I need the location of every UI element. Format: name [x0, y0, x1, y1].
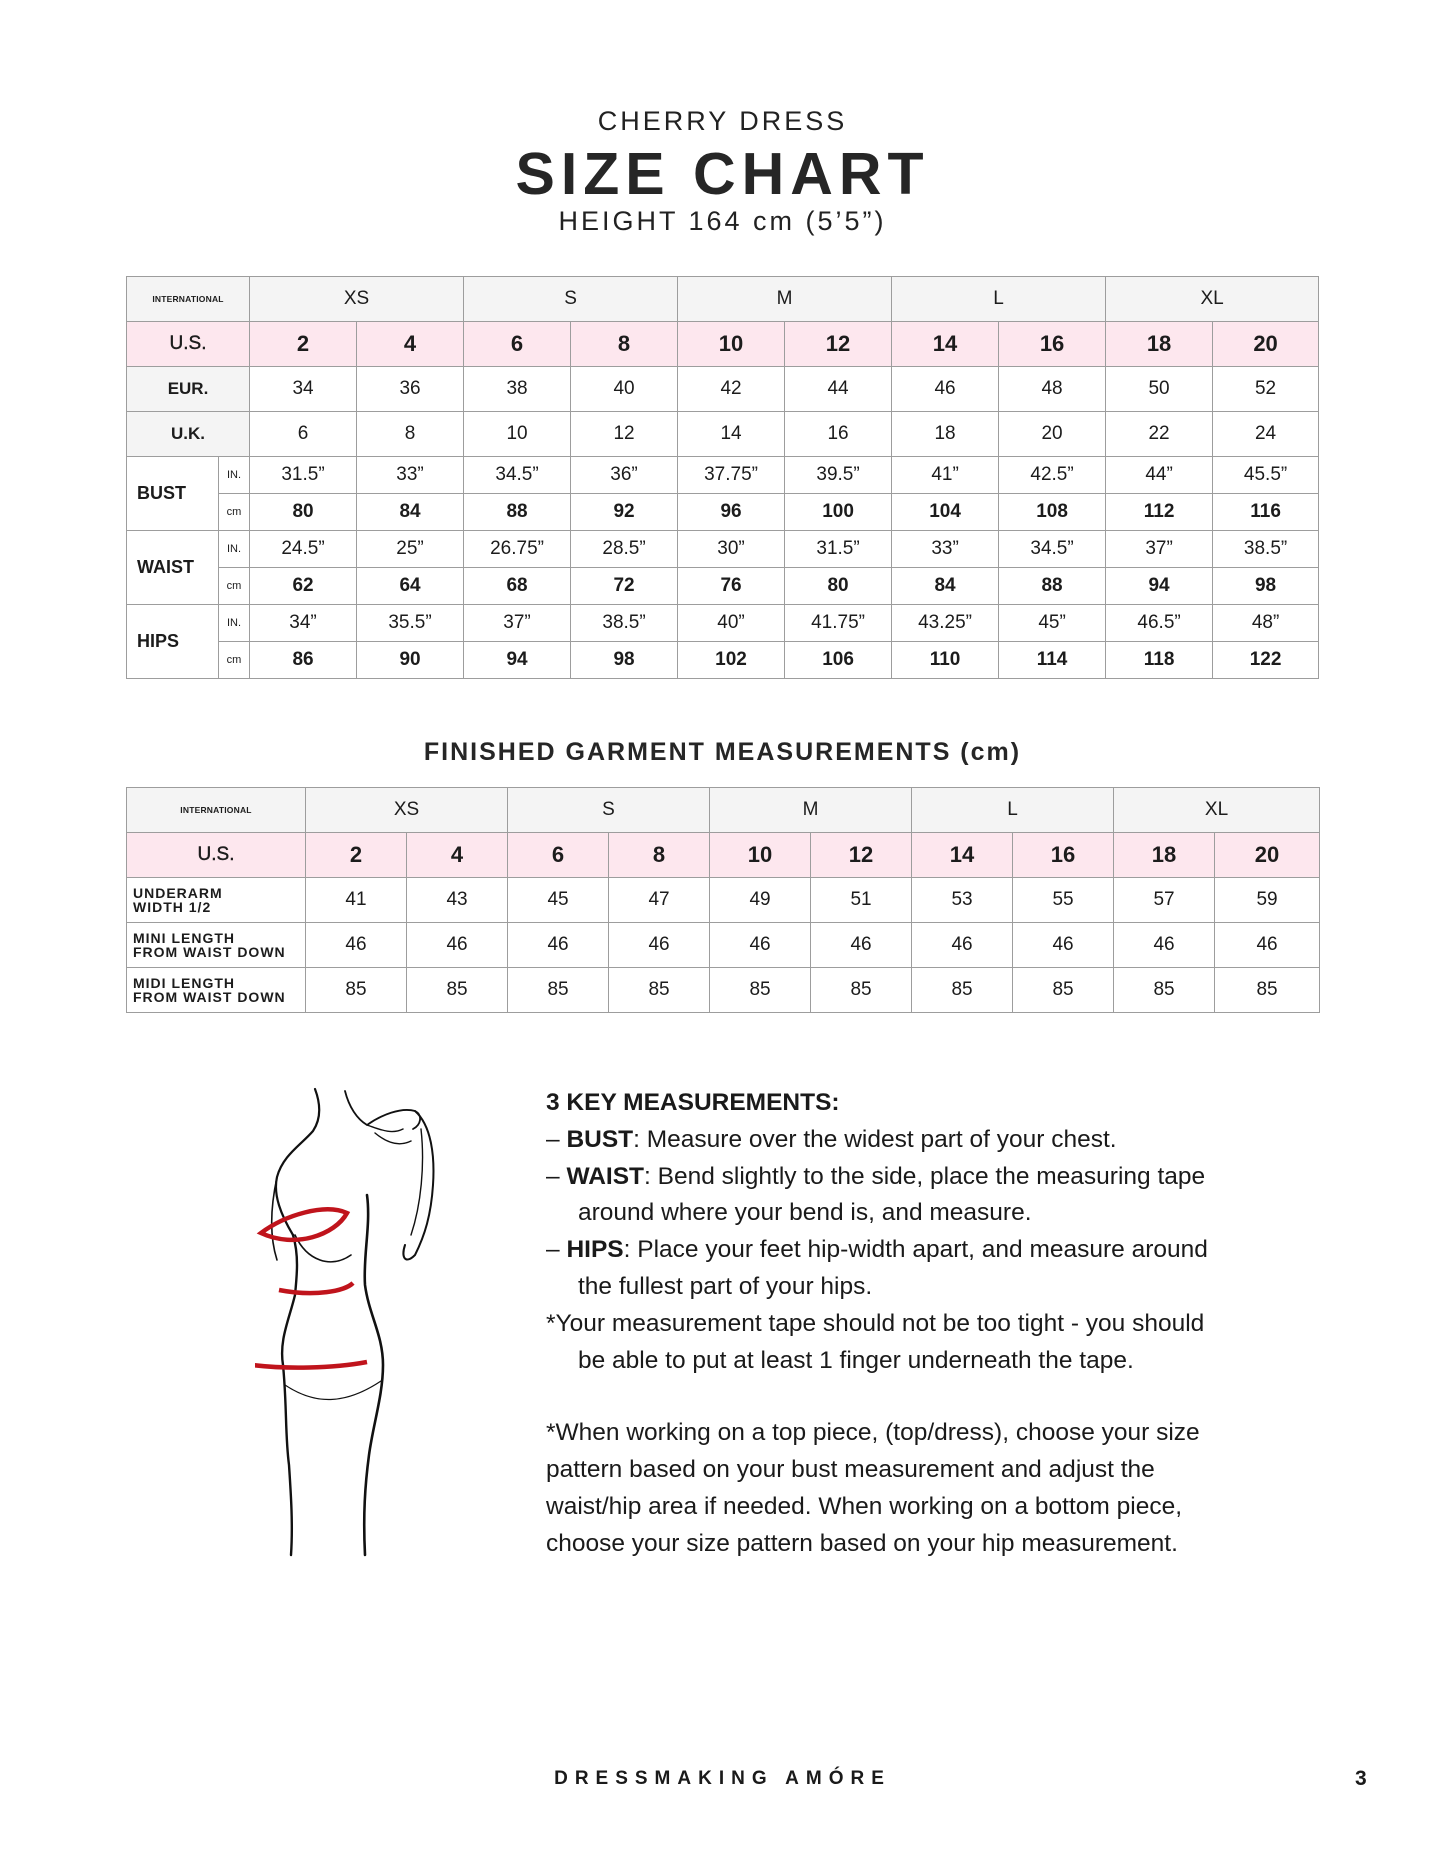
bust-inches: 33” — [357, 457, 464, 494]
subtitle: CHERRY DRESS — [597, 106, 848, 136]
eur-size: 42 — [678, 367, 785, 412]
underarm-row — [127, 878, 1320, 923]
group-l: L — [912, 788, 1114, 833]
midi-length-value: 85 — [609, 968, 710, 1013]
hips-inches: 37” — [464, 605, 571, 642]
bust-cm: 84 — [357, 494, 464, 531]
label-line: MINI LENGTH — [133, 930, 235, 946]
hips-inches: 45” — [999, 605, 1106, 642]
us-label: U.S. — [127, 322, 250, 367]
bust-inches-row — [127, 457, 1319, 494]
uk-size: 18 — [892, 412, 999, 457]
bust-instruction: – BUST: Measure over the widest part of your chest. — [546, 1125, 1117, 1153]
us-size: 2 — [250, 322, 357, 367]
waist-cm: 64 — [357, 568, 464, 605]
mini-length-value: 46 — [508, 923, 609, 968]
us-size: 2 — [306, 833, 407, 878]
waist-inches: 25” — [357, 531, 464, 568]
waist-instruction-text: : Bend slightly to the side, place the measuring tape — [644, 1162, 1206, 1190]
bust-inches: 39.5” — [785, 457, 892, 494]
hips-inches: 43.25” — [892, 605, 999, 642]
eur-size: 46 — [892, 367, 999, 412]
group-xs: XS — [306, 788, 508, 833]
us-size: 4 — [357, 322, 464, 367]
uk-size: 24 — [1213, 412, 1319, 457]
inches-unit: IN. — [219, 531, 250, 568]
underarm-value: 57 — [1114, 878, 1215, 923]
midi-length-row — [127, 968, 1320, 1013]
hips-instruction: – HIPS: Place your feet hip-width apart, and measure around — [546, 1236, 1208, 1264]
bust-inches: 45.5” — [1213, 457, 1319, 494]
waist-inches: 31.5” — [785, 531, 892, 568]
page-number: 3 — [1355, 1767, 1367, 1790]
international-row — [127, 277, 1319, 322]
us-size: 10 — [710, 833, 811, 878]
bust-inches: 44” — [1106, 457, 1213, 494]
waist-tape — [279, 1283, 353, 1293]
us-size: 20 — [1215, 833, 1320, 878]
pattern-note-line: waist/hip area if needed. When working on a bottom piece, — [546, 1492, 1183, 1520]
hips-cm: 110 — [892, 642, 999, 679]
bust-instruction-text: : Measure over the widest part of your chest. — [633, 1125, 1117, 1153]
us-size: 12 — [811, 833, 912, 878]
waist-inches: 33” — [892, 531, 999, 568]
mini-length-value: 46 — [1215, 923, 1320, 968]
eur-size: 52 — [1213, 367, 1319, 412]
underarm-value: 51 — [811, 878, 912, 923]
cm-unit: cm — [219, 642, 250, 679]
body-outline — [364, 1195, 383, 1555]
label-line: WIDTH 1/2 — [133, 899, 212, 915]
midi-length-value: 85 — [306, 968, 407, 1013]
us-label: U.S. — [127, 833, 306, 878]
group-s: S — [508, 788, 710, 833]
eur-size: 48 — [999, 367, 1106, 412]
eur-size-row — [127, 367, 1319, 412]
hips-inches: 48” — [1213, 605, 1319, 642]
us-size: 18 — [1114, 833, 1215, 878]
waist-instruction-label: WAIST — [566, 1162, 645, 1190]
underarm-value: 59 — [1215, 878, 1320, 923]
label-line: FROM WAIST DOWN — [133, 989, 286, 1005]
garment-measurements-table — [126, 787, 1320, 1013]
body-outline — [285, 1381, 381, 1400]
uk-size: 16 — [785, 412, 892, 457]
us-size-row — [127, 833, 1320, 878]
waist-inches: 34.5” — [999, 531, 1106, 568]
uk-label: U.K. — [127, 412, 250, 457]
pattern-note-line: pattern based on your bust measurement and adjust the — [546, 1456, 1155, 1484]
international-row — [127, 788, 1320, 833]
bust-cm: 116 — [1213, 494, 1319, 531]
waist-cm: 68 — [464, 568, 571, 605]
waist-cm: 84 — [892, 568, 999, 605]
waist-inches: 37” — [1106, 531, 1213, 568]
uk-size: 20 — [999, 412, 1106, 457]
inches-unit: IN. — [219, 605, 250, 642]
hips-instruction-cont: the fullest part of your hips. — [578, 1272, 873, 1300]
underarm-value: 43 — [407, 878, 508, 923]
pattern-note-line: *When working on a top piece, (top/dress), choose your size — [546, 1419, 1200, 1447]
bust-cm-row — [127, 494, 1319, 531]
underarm-label — [127, 878, 306, 923]
mini-length-value: 46 — [1013, 923, 1114, 968]
hips-inches: 35.5” — [357, 605, 464, 642]
underarm-value: 47 — [609, 878, 710, 923]
us-size: 18 — [1106, 322, 1213, 367]
hips-inches: 34” — [250, 605, 357, 642]
body-outline — [345, 1091, 420, 1129]
mini-length-label — [127, 923, 306, 968]
midi-length-label — [127, 968, 306, 1013]
hips-cm: 106 — [785, 642, 892, 679]
hips-inches: 38.5” — [571, 605, 678, 642]
us-size: 6 — [464, 322, 571, 367]
hips-cm: 90 — [357, 642, 464, 679]
eur-size: 40 — [571, 367, 678, 412]
hips-cm: 102 — [678, 642, 785, 679]
midi-length-value: 85 — [912, 968, 1013, 1013]
hips-cm-row — [127, 642, 1319, 679]
hips-cm: 86 — [250, 642, 357, 679]
body-figure-illustration — [255, 1085, 495, 1560]
midi-length-value: 85 — [710, 968, 811, 1013]
waist-cm: 62 — [250, 568, 357, 605]
uk-size: 14 — [678, 412, 785, 457]
uk-size: 6 — [250, 412, 357, 457]
midi-length-value: 85 — [1013, 968, 1114, 1013]
us-size: 16 — [1013, 833, 1114, 878]
eur-label: EUR. — [127, 367, 250, 412]
midi-length-value: 85 — [1215, 968, 1320, 1013]
bust-cm: 88 — [464, 494, 571, 531]
waist-inches: 28.5” — [571, 531, 678, 568]
garment-table-title: FINISHED GARMENT MEASUREMENTS (cm) — [423, 738, 1022, 766]
cm-unit: cm — [219, 568, 250, 605]
waist-instruction-cont: around where your bend is, and measure. — [578, 1199, 1032, 1227]
waist-cm: 88 — [999, 568, 1106, 605]
body-outline — [282, 1235, 297, 1555]
bust-cm: 112 — [1106, 494, 1213, 531]
hips-cm: 98 — [571, 642, 678, 679]
waist-inches: 26.75” — [464, 531, 571, 568]
hips-instruction-label: HIPS — [566, 1236, 624, 1264]
international-label: INTERNATIONAL — [127, 277, 250, 322]
measurement-instructions — [546, 1085, 1266, 1563]
group-m: M — [678, 277, 892, 322]
eur-size: 50 — [1106, 367, 1213, 412]
group-xl: XL — [1114, 788, 1320, 833]
body-size-table — [126, 276, 1319, 679]
waist-inches: 24.5” — [250, 531, 357, 568]
uk-size: 10 — [464, 412, 571, 457]
bust-tape — [261, 1209, 347, 1240]
bust-inches: 31.5” — [250, 457, 357, 494]
bust-cm: 92 — [571, 494, 678, 531]
mini-length-value: 46 — [811, 923, 912, 968]
international-label: INTERNATIONAL — [127, 788, 306, 833]
bust-cm: 108 — [999, 494, 1106, 531]
waist-instruction: – WAIST: Bend slightly to the side, place the measuring tape — [546, 1162, 1206, 1190]
bust-cm: 96 — [678, 494, 785, 531]
label-line: FROM WAIST DOWN — [133, 944, 286, 960]
midi-length-value: 85 — [811, 968, 912, 1013]
bust-instruction-label: BUST — [566, 1125, 634, 1153]
eur-size: 38 — [464, 367, 571, 412]
waist-cm: 76 — [678, 568, 785, 605]
hips-label: HIPS — [127, 605, 219, 679]
hips-cm: 114 — [999, 642, 1106, 679]
hips-inches: 41.75” — [785, 605, 892, 642]
waist-inches: 38.5” — [1213, 531, 1319, 568]
body-outline — [375, 1133, 411, 1144]
group-l: L — [892, 277, 1106, 322]
instructions-title: 3 KEY MEASUREMENTS: — [546, 1089, 840, 1116]
mini-length-value: 46 — [710, 923, 811, 968]
mini-length-value: 46 — [306, 923, 407, 968]
footer-brand: DRESSMAKING AMÓRE — [554, 1768, 891, 1789]
mini-length-value: 46 — [609, 923, 710, 968]
pattern-note-line: choose your size pattern based on your hip measurement. — [546, 1529, 1178, 1557]
waist-cm: 94 — [1106, 568, 1213, 605]
mini-length-value: 46 — [912, 923, 1013, 968]
cm-unit: cm — [219, 494, 250, 531]
bust-label: BUST — [127, 457, 219, 531]
bust-cm: 100 — [785, 494, 892, 531]
group-m: M — [710, 788, 912, 833]
underarm-value: 45 — [508, 878, 609, 923]
group-s: S — [464, 277, 678, 322]
model-height: HEIGHT 164 cm (5’5”) — [558, 206, 887, 236]
hips-inches: 46.5” — [1106, 605, 1213, 642]
eur-size: 34 — [250, 367, 357, 412]
waist-inches-row — [127, 531, 1319, 568]
midi-length-value: 85 — [508, 968, 609, 1013]
waist-inches: 30” — [678, 531, 785, 568]
us-size: 20 — [1213, 322, 1319, 367]
bust-inches: 42.5” — [999, 457, 1106, 494]
uk-size-row — [127, 412, 1319, 457]
uk-size: 12 — [571, 412, 678, 457]
mini-length-value: 46 — [1114, 923, 1215, 968]
waist-cm: 98 — [1213, 568, 1319, 605]
group-xl: XL — [1106, 277, 1319, 322]
uk-size: 8 — [357, 412, 464, 457]
us-size: 16 — [999, 322, 1106, 367]
us-size: 10 — [678, 322, 785, 367]
waist-cm-row — [127, 568, 1319, 605]
hip-tape — [255, 1362, 367, 1368]
bust-cm: 104 — [892, 494, 999, 531]
waist-cm: 72 — [571, 568, 678, 605]
midi-length-value: 85 — [407, 968, 508, 1013]
body-outline — [411, 1129, 423, 1235]
tape-note: *Your measurement tape should not be too tight - you should — [546, 1309, 1205, 1337]
bust-inches: 36” — [571, 457, 678, 494]
bust-inches: 37.75” — [678, 457, 785, 494]
us-size: 4 — [407, 833, 508, 878]
hips-inches-row — [127, 605, 1319, 642]
bust-cm: 80 — [250, 494, 357, 531]
hips-inches: 40” — [678, 605, 785, 642]
us-size: 8 — [571, 322, 678, 367]
bust-inches: 41” — [892, 457, 999, 494]
waist-label: WAIST — [127, 531, 219, 605]
underarm-value: 53 — [912, 878, 1013, 923]
us-size: 8 — [609, 833, 710, 878]
hips-instruction-text: : Place your feet hip-width apart, and measure around — [623, 1236, 1208, 1264]
hips-cm: 118 — [1106, 642, 1213, 679]
label-line: UNDERARM — [133, 885, 223, 901]
us-size-row — [127, 322, 1319, 367]
hips-cm: 122 — [1213, 642, 1319, 679]
page-title: SIZE CHART — [515, 141, 930, 207]
eur-size: 44 — [785, 367, 892, 412]
us-size: 14 — [892, 322, 999, 367]
waist-cm: 80 — [785, 568, 892, 605]
mini-length-row — [127, 923, 1320, 968]
midi-length-value: 85 — [1114, 968, 1215, 1013]
us-size: 6 — [508, 833, 609, 878]
bust-inches: 34.5” — [464, 457, 571, 494]
us-size: 12 — [785, 322, 892, 367]
label-line: MIDI LENGTH — [133, 975, 235, 991]
eur-size: 36 — [357, 367, 464, 412]
hips-cm: 94 — [464, 642, 571, 679]
group-xs: XS — [250, 277, 464, 322]
body-outline — [403, 1111, 433, 1260]
body-outline — [367, 1125, 403, 1132]
tape-note-cont: be able to put at least 1 finger underneath the tape. — [578, 1346, 1134, 1374]
mini-length-value: 46 — [407, 923, 508, 968]
us-size: 14 — [912, 833, 1013, 878]
uk-size: 22 — [1106, 412, 1213, 457]
underarm-value: 49 — [710, 878, 811, 923]
inches-unit: IN. — [219, 457, 250, 494]
underarm-value: 41 — [306, 878, 407, 923]
underarm-value: 55 — [1013, 878, 1114, 923]
